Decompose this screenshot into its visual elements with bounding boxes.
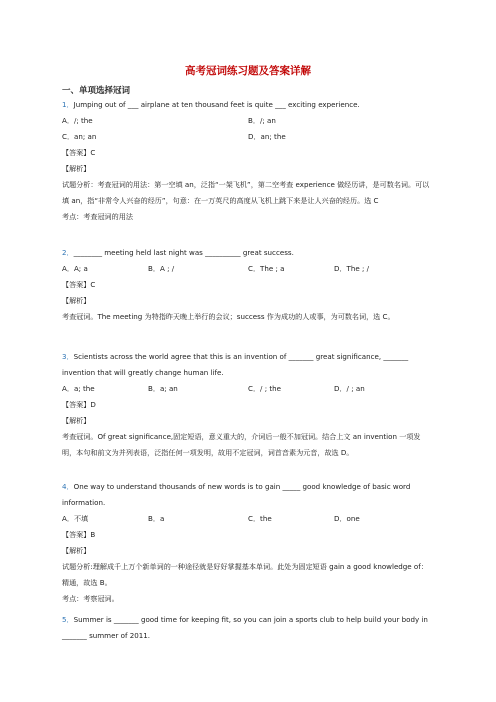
question-3-analysis: 考查冠词。Of great significance,固定短语，意义重大的，介词后一般不加冠词。结合上文 an invention 一项发明，本句和前文为并列表语，泛指任何一项发明，故用不定冠词，词首音素为元音，故选 D。 xyxy=(62,432,421,457)
question-3-options xyxy=(62,381,434,397)
question-1 xyxy=(62,97,434,225)
question-5-stem: 5．Summer is _______ good time for keeping fit, so you can join a sports club to help build your body in _______ summer of 2011. xyxy=(62,615,428,640)
question-3 xyxy=(62,349,434,461)
question-2 xyxy=(62,245,434,325)
question-2-option-c: C．The ; a xyxy=(248,264,285,273)
question-2-option-b: B．A ; / xyxy=(148,264,175,273)
question-3-analysis-label: 【解析】 xyxy=(62,416,91,425)
section-heading: 一、单项选择冠词 xyxy=(62,86,131,96)
question-1-point: 考点：考查冠词的用法 xyxy=(62,212,133,221)
question-4-stem: 4．One way to understand thousands of new words is to gain _____ good knowledge of basic word information. xyxy=(62,482,411,507)
question-1-answer: 【答案】C xyxy=(62,148,96,157)
question-1-option-d: D．an; the xyxy=(248,132,286,141)
question-3-number: 3． xyxy=(62,352,74,361)
question-4-number: 4． xyxy=(62,482,74,491)
question-5-number: 5． xyxy=(62,615,74,624)
question-2-stem: 2．________ meeting held last night was __________ great success. xyxy=(62,248,294,257)
question-2-option-d: D．The ; / xyxy=(334,264,370,273)
question-3-option-d: D．/ ; an xyxy=(334,384,365,393)
question-1-option-b: B．/; an xyxy=(248,116,276,125)
question-1-options-row-1 xyxy=(62,113,434,129)
question-5 xyxy=(62,612,434,644)
question-1-number: 1． xyxy=(62,100,74,109)
question-2-analysis: 考查冠词。The meeting 为特指昨天晚上举行的会议；success 作为成功的人或事，为可数名词，选 C。 xyxy=(62,312,395,321)
question-4-option-b: B．a xyxy=(148,514,165,523)
page-title: 高考冠词练习题及答案详解 xyxy=(185,65,311,77)
question-1-options-row-2 xyxy=(62,129,434,145)
question-4 xyxy=(62,479,434,607)
question-3-option-a: A．a; the xyxy=(62,384,95,393)
question-2-analysis-label: 【解析】 xyxy=(62,296,91,305)
question-2-number: 2． xyxy=(62,248,74,257)
question-3-option-b: B．a; an xyxy=(148,384,178,393)
question-1-analysis: 试题分析：考查冠词的用法：第一空填 an，泛指“一架飞机”，第二空考查 experience 做经历讲，是可数名词。可以填 an，指“非常令人兴奋的经历”，句意：在一万英尺的高度从飞机上跳下来是让人兴奋的经历。选 C xyxy=(62,180,430,205)
question-2-answer: 【答案】C xyxy=(62,280,96,289)
question-3-stem: 3．Scientists across the world agree that this is an invention of _______ great significance, _______ invention that will greatly change human life. xyxy=(62,352,409,377)
question-4-option-c: C．the xyxy=(248,514,272,523)
question-3-answer: 【答案】D xyxy=(62,400,96,409)
question-1-option-c: C．an; an xyxy=(62,132,97,141)
question-4-analysis: 试题分析:理解成千上万个新单词的一种途径就是好好掌握基本单词。此处为固定短语 gain a good knowledge of：精通，故选 B。 xyxy=(62,562,428,587)
question-2-options xyxy=(62,261,434,277)
question-1-option-a: A．/; the xyxy=(62,116,93,125)
question-1-analysis-label: 【解析】 xyxy=(62,164,91,173)
question-4-analysis-label: 【解析】 xyxy=(62,546,91,555)
question-4-point: 考点：考察冠词。 xyxy=(62,594,119,603)
question-4-option-d: D．one xyxy=(334,514,360,523)
question-1-stem: 1．Jumping out of ___ airplane at ten thousand feet is quite ___ exciting experience. xyxy=(62,100,360,109)
question-4-answer: 【答案】B xyxy=(62,530,96,539)
question-3-option-c: C．/ ; the xyxy=(248,384,281,393)
question-4-option-a: A．不填 xyxy=(62,514,89,523)
question-2-option-a: A．A; a xyxy=(62,264,88,273)
question-4-options xyxy=(62,511,434,527)
